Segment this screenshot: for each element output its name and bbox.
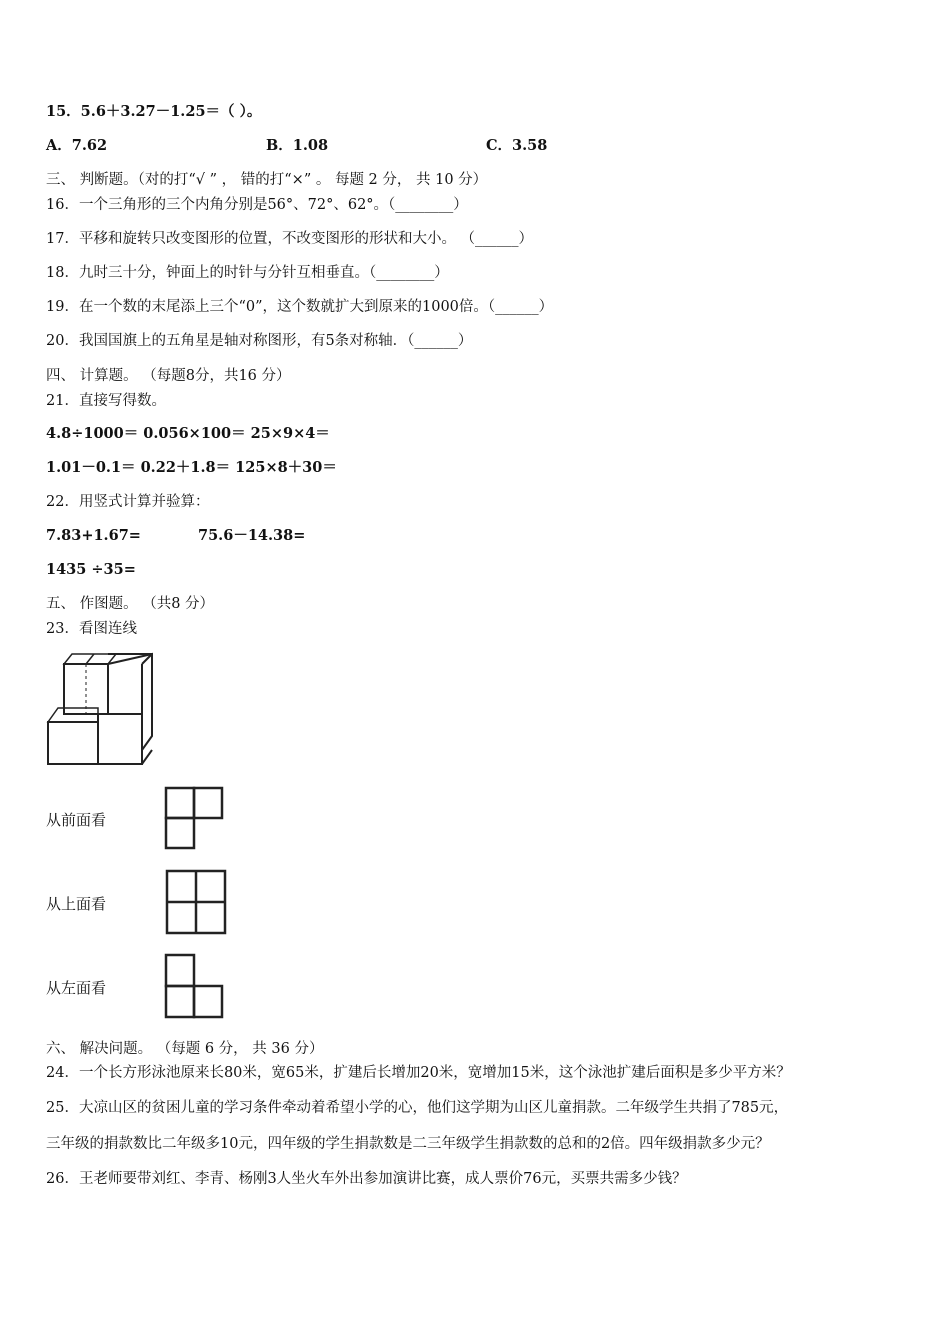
question-16: 16．一个三角形的三个内角分别是56°、72°、62°。（________） bbox=[46, 197, 468, 213]
question-15: 15．5.6＋3.27－1.25＝（ ）。 bbox=[46, 103, 262, 120]
question-23-title: 23．看图连线 bbox=[46, 621, 137, 637]
question-25-line-2: 三年级的捐款数比二年级多10元，四年级的学生捐款数是二三年级学生捐款数的总和的2倍。四年级捐款多少元？ bbox=[46, 1136, 770, 1152]
question-22-expr-3: 1435 ÷35= bbox=[46, 561, 136, 578]
top-view-figure bbox=[164, 868, 228, 936]
question-17: 17．平移和旋转只改变图形的位置，不改变图形的形状和大小。 （______） bbox=[46, 231, 534, 247]
question-19: 19．在一个数的末尾添上三个“0”，这个数就扩大到原来的1000倍。（______） bbox=[46, 299, 554, 315]
question-26: 26．王老师要带刘红、李青、杨刚3人坐火车外出参加演讲比赛，成人票价76元，买票共需多少钱？ bbox=[46, 1171, 687, 1187]
question-22-expr-2: 75.6－14.38= bbox=[198, 527, 306, 544]
question-20: 20．我国国旗上的五角星是轴对称图形，有5条对称轴．（______） bbox=[46, 333, 473, 349]
option-b: B．1.08 bbox=[266, 137, 329, 154]
question-22-expr-1: 7.83+1.67= bbox=[46, 527, 141, 544]
section-5-title: 五、 作图题。 （共8 分） bbox=[46, 596, 215, 612]
question-25-line-1: 25．大凉山区的贫困儿童的学习条件牵动着希望小学的心，他们这学期为山区儿童捐款。二年级学生共捐了785元， bbox=[46, 1100, 789, 1116]
view-label-left: 从左面看 bbox=[46, 979, 107, 997]
view-label-front: 从前面看 bbox=[46, 811, 107, 829]
option-a: A．7.62 bbox=[46, 137, 108, 154]
question-21-title: 21．直接写得数。 bbox=[46, 393, 166, 409]
section-6-title: 六、 解决问题。 （每题 6 分， 共 36 分） bbox=[46, 1041, 324, 1057]
option-c: C．3.58 bbox=[486, 137, 548, 154]
view-label-top: 从上面看 bbox=[46, 895, 107, 913]
question-24: 24．一个长方形泳池原来长80米，宽65米，扩建后长增加20米，宽增加15米，这个泳池扩建后面积是多少平方米？ bbox=[46, 1065, 791, 1081]
cube-stack-figure bbox=[44, 650, 158, 768]
front-view-figure bbox=[163, 785, 225, 851]
section-3-title: 三、 判断题。（对的打“√ ” ， 错的打“×” 。 每题 2 分， 共 10 分） bbox=[46, 172, 488, 188]
question-18: 18．九时三十分，钟面上的时针与分针互相垂直。（________） bbox=[46, 265, 449, 281]
question-21-row-1: 4.8÷1000＝ 0.056×100＝ 25×9×4＝ bbox=[46, 425, 330, 442]
section-4-title: 四、 计算题。 （每题8分，共16 分） bbox=[46, 368, 291, 384]
question-21-row-2: 1.01－0.1＝ 0.22＋1.8＝ 125×8＋30＝ bbox=[46, 459, 337, 476]
left-view-figure bbox=[163, 952, 225, 1020]
question-22-title: 22．用竖式计算并验算： bbox=[46, 494, 210, 510]
